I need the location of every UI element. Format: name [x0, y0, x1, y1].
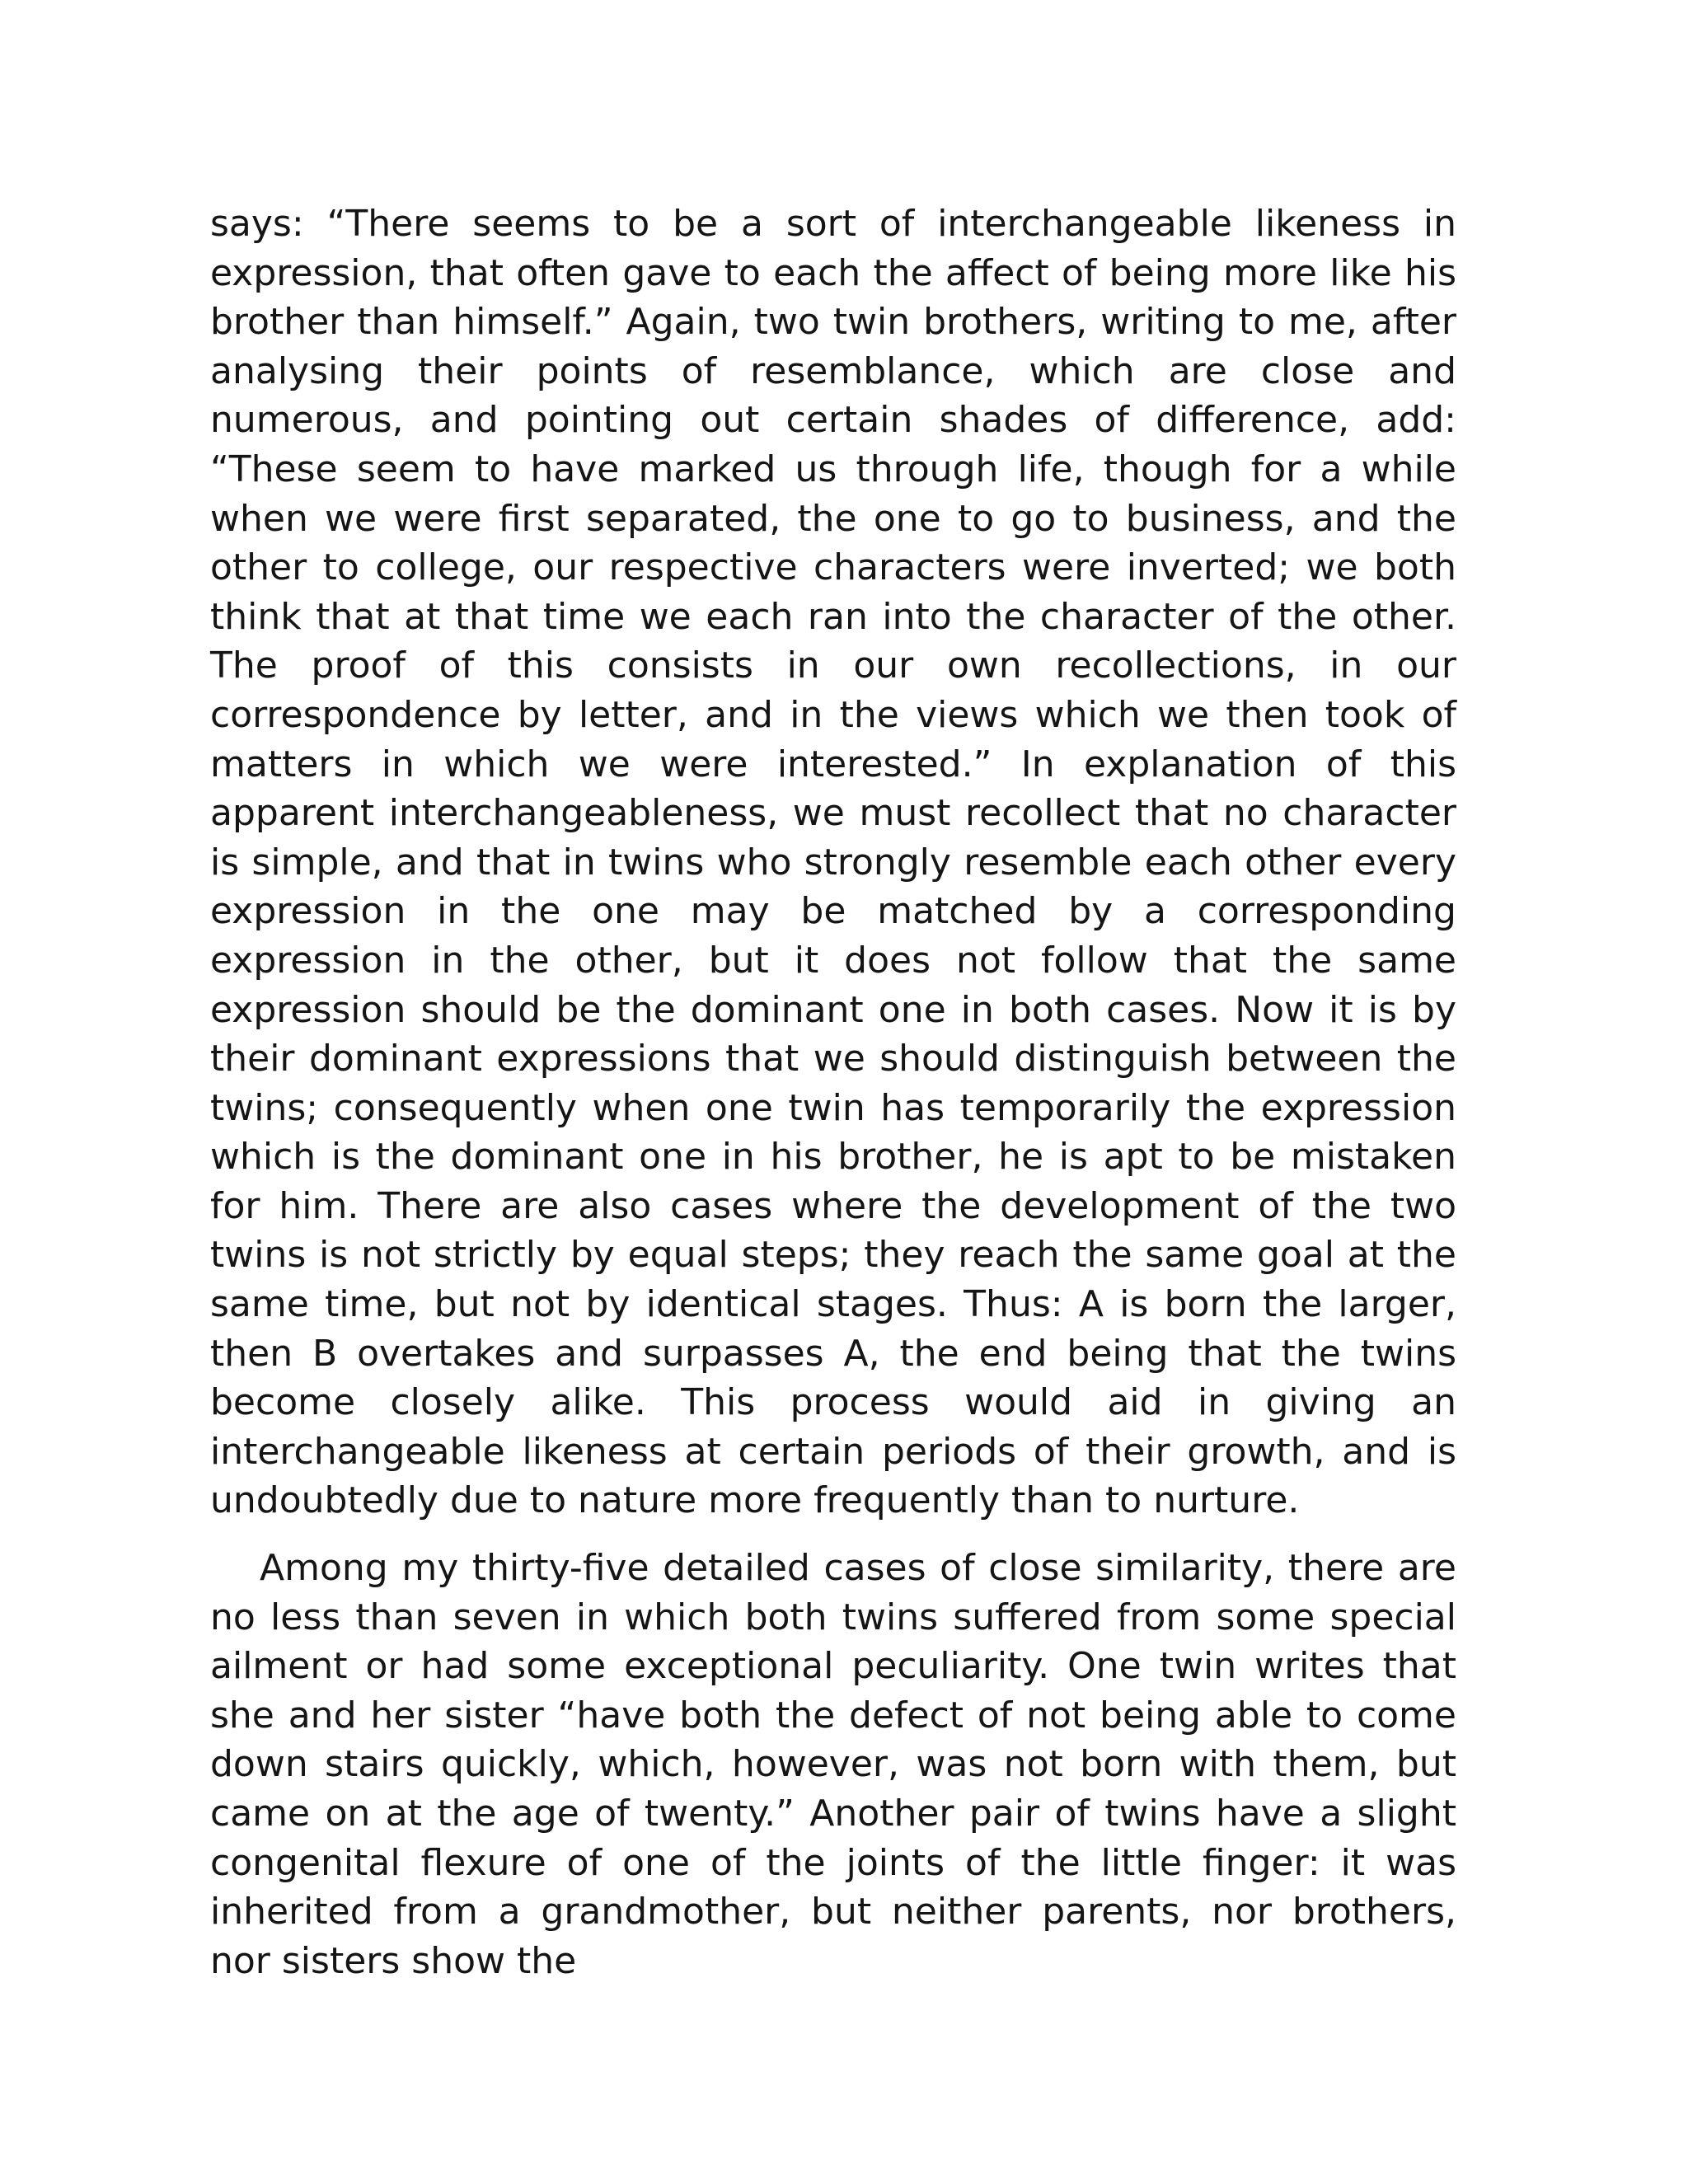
paragraph-2: Among my thirty-five detailed cases of close similarity, there are no less than seven in which both twins suffered from some special ailment or had some exceptional peculiarity. One twin writes that she and her sister “have both the defect of not being able to come down stairs quickly, which, however, was not born with them, but came on at the age of twenty.” Another pair of twins have a slight congenital flexure of one of the joints of the little finger: it was inherited from a grandmother, but neither parents, nor brothers, nor sisters show the	[210, 1547, 1456, 1982]
paragraph-1: says: “There seems to be a sort of interchangeable likeness in expression, that often gave to each the affect of being more like his brother than himself.” Again, two twin brothers, writing to me, after analysing their points of resemblance, which are close and numerous, and pointing out certain shades of difference, add: “These seem to have marked us through life, though for a while when we were first separated, the one to go to business, and the other to college, our respective characters were inverted; we both think that at that time we each ran into the character of the other. The proof of this consists in our own recollections, in our correspondence by letter, and in the views which we then took of matters in which we were interested.” In explanation of this apparent interchangeableness, we must recollect that no character is simple, and that in twins who strongly resemble each other every expression in the one may be matched by a corresponding expression in the other, but it does not follow that the same expression should be the dominant one in both cases. Now it is by their dominant expressions that we should distinguish between the twins; consequently when one twin has temporarily the expression which is the dominant one in his brother, he is apt to be mistaken for him. There are also cases where the development of the two twins is not strictly by equal steps; they reach the same goal at the same time, but not by identical stages. Thus: A is born the larger, then B overtakes and surpasses A, the end being that the twins become closely alike. This process would aid in giving an interchangeable likeness at certain periods of their growth, and is undoubtedly due to nature more frequently than to nurture.	[210, 203, 1456, 1522]
body-text	[210, 199, 1456, 1985]
